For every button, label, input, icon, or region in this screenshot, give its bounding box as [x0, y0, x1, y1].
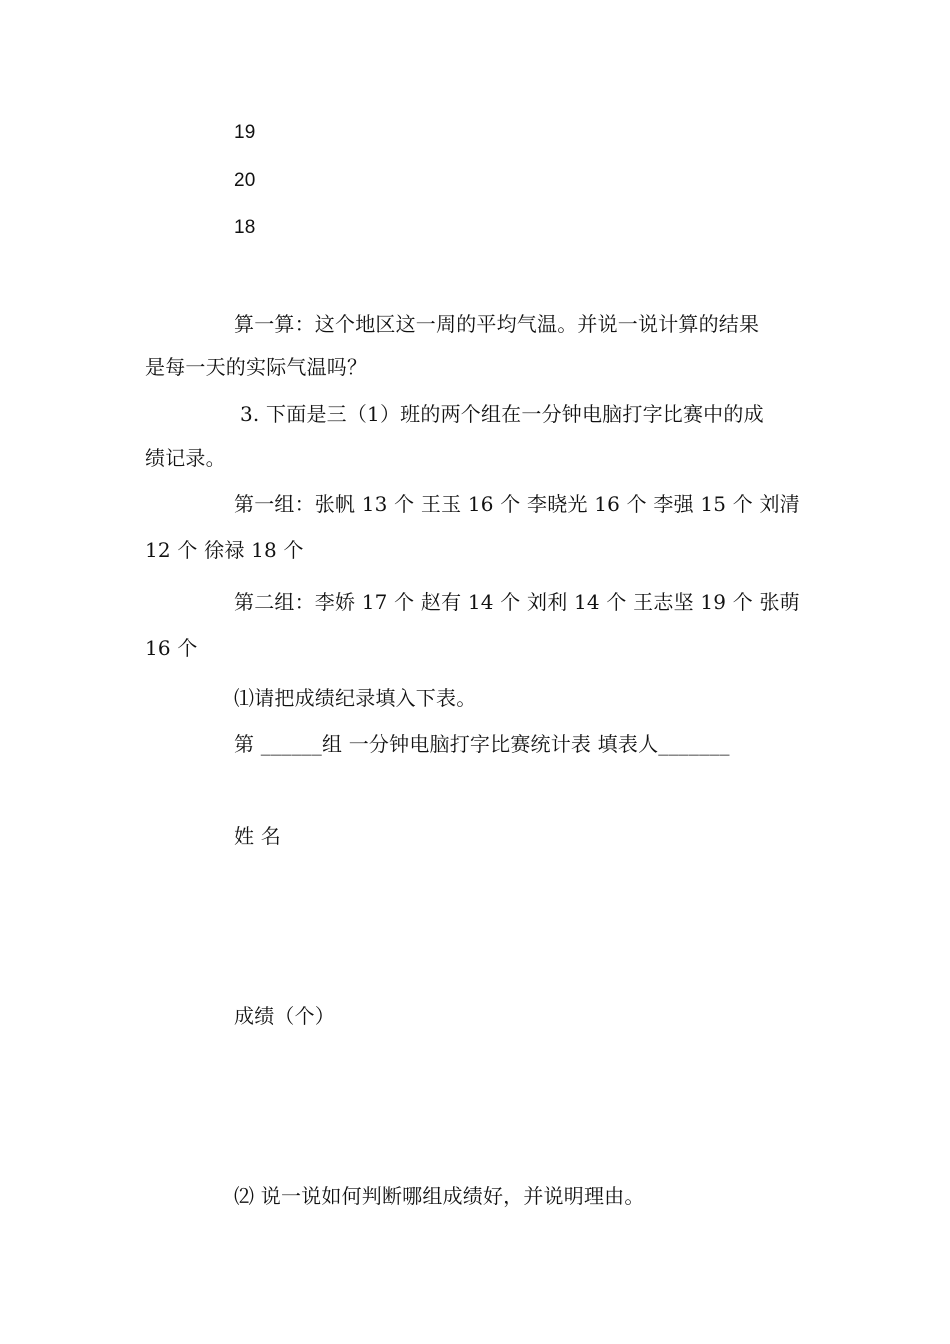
table-row-label-score: 成绩（个） [234, 1004, 335, 1028]
table-title: 第 ______组 一分钟电脑打字比赛统计表 填表人_______ [234, 732, 730, 756]
temperature-value: 19 [234, 122, 256, 143]
question-3-line1: 3. 下面是三（1）班的两个组在一分钟电脑打字比赛中的成 [240, 402, 764, 426]
temperature-value: 18 [234, 217, 256, 238]
paragraph-calc-line1: 算一算：这个地区这一周的平均气温。并说一说计算的结果 [234, 312, 760, 336]
sub-question-2: ⑵ 说一说如何判断哪组成绩好，并说明理由。 [234, 1184, 645, 1208]
question-3-line2: 绩记录。 [145, 446, 226, 470]
group2-record-line1: 第二组：李娇 17 个 赵有 14 个 刘利 14 个 王志坚 19 个 张萌 [234, 590, 800, 614]
temperature-value: 20 [234, 170, 256, 191]
group2-record-line2: 16 个 [145, 636, 198, 660]
table-row-label-name: 姓 名 [234, 824, 281, 848]
group1-record-line2: 12 个 徐禄 18 个 [145, 538, 304, 562]
group1-record-line1: 第一组：张帆 13 个 王玉 16 个 李晓光 16 个 李强 15 个 刘清 [234, 492, 800, 516]
sub-question-1: ⑴请把成绩纪录填入下表。 [234, 686, 477, 710]
paragraph-calc-line2: 是每一天的实际气温吗？ [145, 355, 368, 379]
